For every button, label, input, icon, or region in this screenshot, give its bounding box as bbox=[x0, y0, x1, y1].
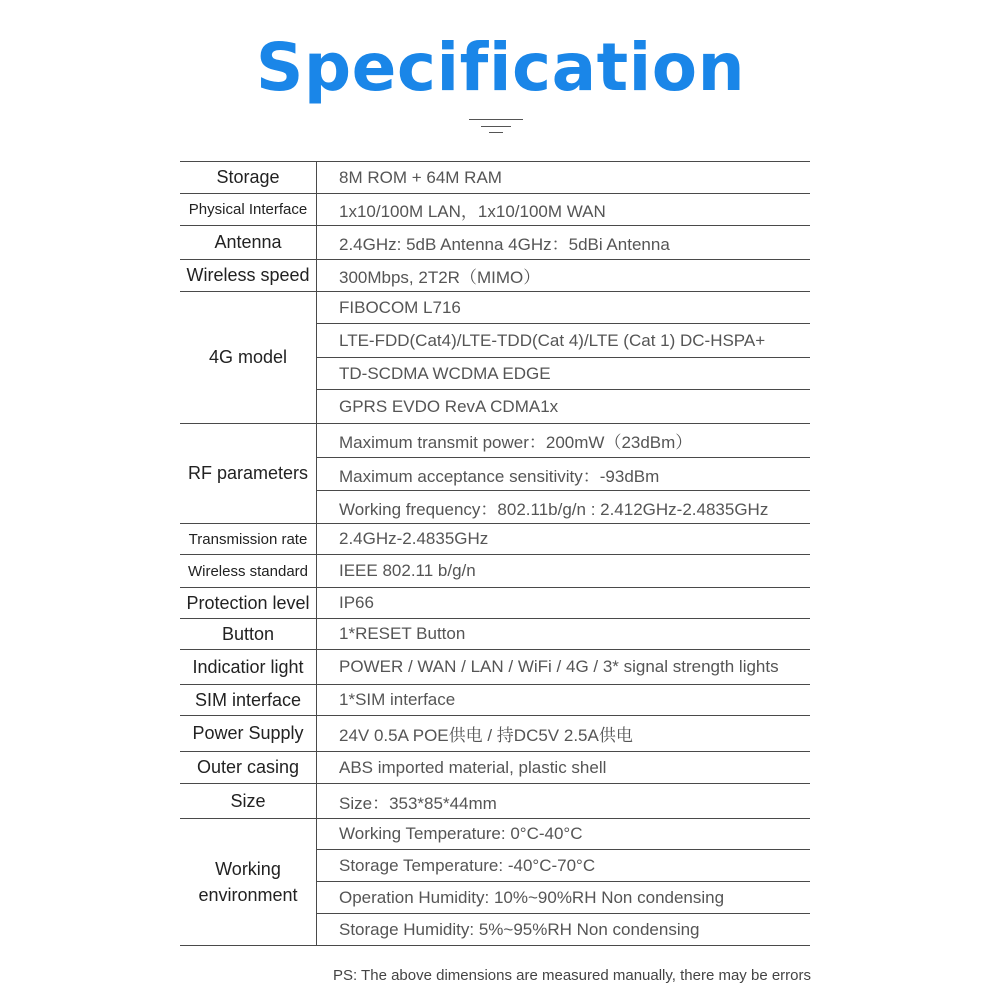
spec-label: Transmission rate bbox=[180, 524, 317, 555]
spec-value: IP66 bbox=[317, 588, 811, 619]
spec-label: 4G model bbox=[180, 292, 317, 424]
spec-value: 8M ROM + 64M RAM bbox=[317, 162, 811, 194]
spec-value: Operation Humidity: 10%~90%RH Non condensing bbox=[317, 882, 811, 914]
page-title: Specification bbox=[255, 29, 746, 106]
table-row bbox=[180, 685, 810, 716]
footnote: PS: The above dimensions are measured manually, there may be errors bbox=[332, 967, 811, 984]
spec-label: Antenna bbox=[180, 226, 317, 260]
spec-value: 300Mbps, 2T2R（MIMO） bbox=[317, 260, 811, 292]
table-row bbox=[180, 424, 810, 458]
spec-label: Button bbox=[180, 619, 317, 650]
spec-value: Storage Humidity: 5%~95%RH Non condensing bbox=[317, 914, 811, 946]
table-row bbox=[180, 162, 810, 194]
specification-table bbox=[180, 161, 810, 946]
spec-label: RF parameters bbox=[180, 424, 317, 524]
table-row bbox=[180, 588, 810, 619]
spec-label: SIM interface bbox=[180, 685, 317, 716]
spec-label: Indicatior light bbox=[180, 650, 317, 685]
spec-value: TD-SCDMA WCDMA EDGE bbox=[317, 358, 811, 390]
spec-label: Size bbox=[180, 784, 317, 819]
spec-label: Wireless standard bbox=[180, 555, 317, 588]
table-row bbox=[180, 784, 810, 819]
spec-value: 1*SIM interface bbox=[317, 685, 811, 716]
spec-value: LTE-FDD(Cat4)/LTE-TDD(Cat 4)/LTE (Cat 1) DC-HSPA+ bbox=[317, 324, 811, 358]
spec-value: 1x10/100M LAN，1x10/100M WAN bbox=[317, 194, 811, 226]
table-row bbox=[180, 819, 810, 850]
spec-value: Storage Temperature: -40°C-70°C bbox=[317, 850, 811, 882]
spec-value: 2.4GHz: 5dB Antenna 4GHz：5dBi Antenna bbox=[317, 226, 811, 260]
spec-value: 2.4GHz-2.4835GHz bbox=[317, 524, 811, 555]
table-row bbox=[180, 226, 810, 260]
spec-label: Outer casing bbox=[180, 752, 317, 784]
spec-value: Maximum acceptance sensitivity：-93dBm bbox=[317, 458, 811, 491]
spec-value: Maximum transmit power：200mW（23dBm） bbox=[317, 424, 811, 458]
spec-label: Power Supply bbox=[180, 716, 317, 752]
spec-value: Working Temperature: 0°C-40°C bbox=[317, 819, 811, 850]
table-row bbox=[180, 555, 810, 588]
spec-label: Storage bbox=[180, 162, 317, 194]
spec-value: Working frequency：802.11b/g/n : 2.412GHz-2.4835GHz bbox=[317, 491, 811, 524]
title-divider-decoration bbox=[469, 117, 523, 137]
table-row bbox=[180, 292, 810, 324]
spec-value: 1*RESET Button bbox=[317, 619, 811, 650]
spec-value: GPRS EVDO RevA CDMA1x bbox=[317, 390, 811, 424]
spec-value: 24V 0.5A POE供电 / 持DC5V 2.5A供电 bbox=[317, 716, 811, 752]
table-row bbox=[180, 716, 810, 752]
table-row bbox=[180, 524, 810, 555]
spec-label: Working environment bbox=[180, 819, 317, 946]
spec-label: Wireless speed bbox=[180, 260, 317, 292]
spec-value: Size：353*85*44mm bbox=[317, 784, 811, 819]
spec-label: Protection level bbox=[180, 588, 317, 619]
spec-value: POWER / WAN / LAN / WiFi / 4G / 3* signal strength lights bbox=[317, 650, 811, 685]
table-row bbox=[180, 260, 810, 292]
spec-value: ABS imported material, plastic shell bbox=[317, 752, 811, 784]
spec-value: FIBOCOM L716 bbox=[317, 292, 811, 324]
spec-label: Physical Interface bbox=[180, 194, 317, 226]
table-row bbox=[180, 619, 810, 650]
spec-value: IEEE 802.11 b/g/n bbox=[317, 555, 811, 588]
table-row bbox=[180, 650, 810, 685]
table-row bbox=[180, 194, 810, 226]
table-row bbox=[180, 752, 810, 784]
